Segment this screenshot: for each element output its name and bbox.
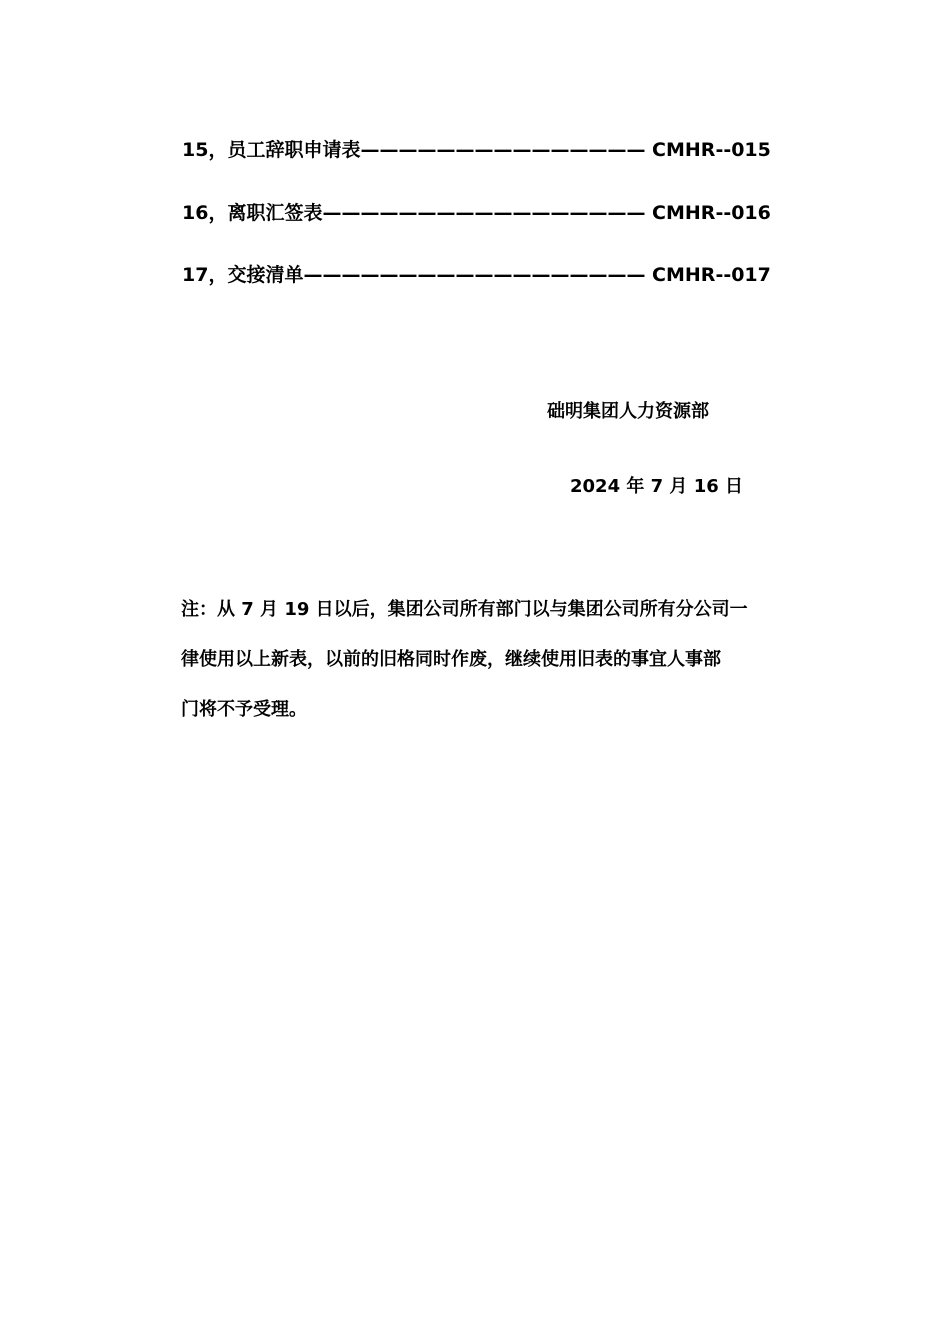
signature-department: 础明集团人力资源部 <box>547 401 709 422</box>
note-line: 注：从 7 月 19 日以后，集团公司所有部门以与集团公司所有分公司一 <box>181 599 748 620</box>
note-paragraph <box>181 585 781 735</box>
form-list-item: 16，离职汇签表————————————————— CMHR--016 <box>182 202 771 224</box>
form-list-item: 17，交接清单—————————————————— CMHR--017 <box>182 264 771 286</box>
note-line: 律使用以上新表，以前的旧格同时作废，继续使用旧表的事宜人事部 <box>181 649 721 670</box>
form-list-item: 15，员工辞职申请表——————————————— CMHR--015 <box>182 139 771 161</box>
signature-date: 2024 年 7 月 16 日 <box>570 476 744 497</box>
note-line: 门将不予受理。 <box>181 699 307 720</box>
